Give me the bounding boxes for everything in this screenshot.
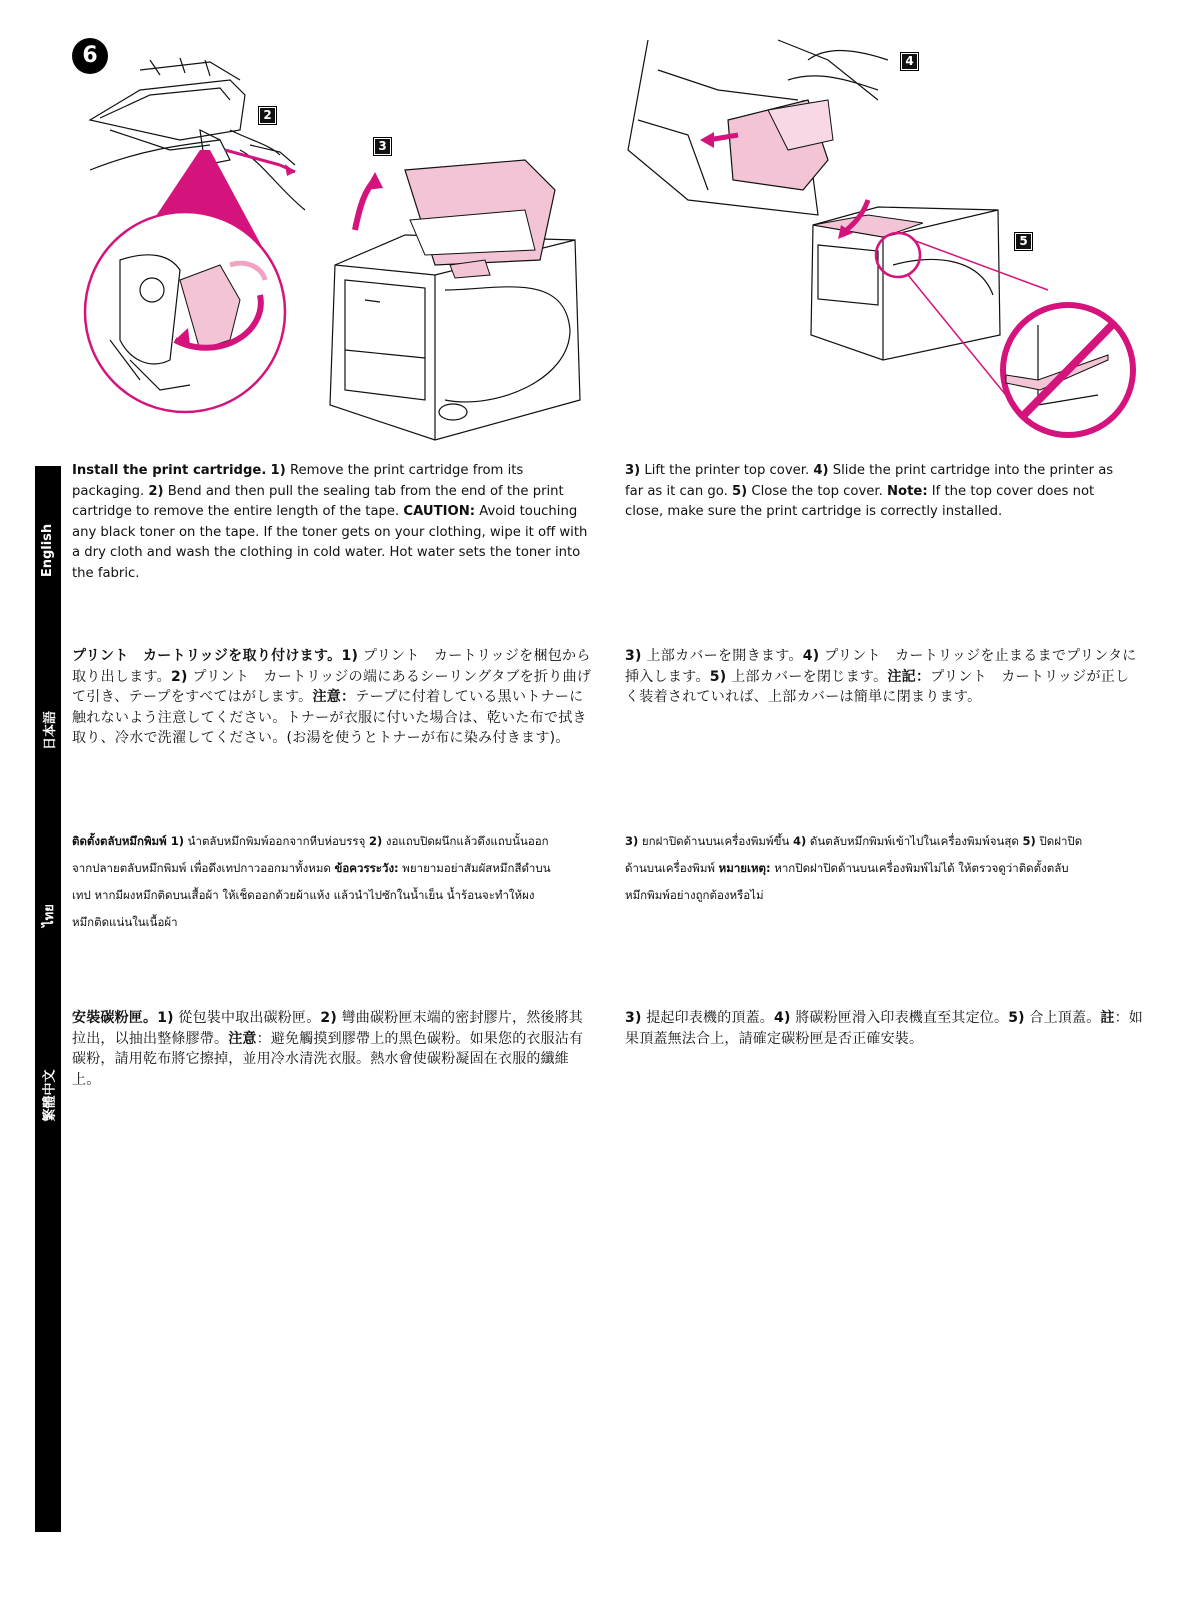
english-right-instructions: 3) Lift the printer top cover. 4) Slide the print cartridge into the printer as far as it can go. 5) Close the top cover. Note: If the top cover does not close, make sure the print cartridge is correctly installed. (625, 463, 1114, 519)
chinese-right-instructions: 3) 提起印表機的頂蓋。4) 將碳粉匣滑入印表機直至其定位。5) 合上頂蓋。註：如果頂蓋無法合上，請確定碳粉匣是否正確安裝。 (625, 1010, 1144, 1047)
callout-2: 2 (258, 106, 277, 125)
callout-3: 3 (373, 137, 392, 156)
japanese-left-instructions: プリント カートリッジを取り付けます。1) プリント カートリッジを梱包から取り出します。2) プリント カートリッジの端にあるシーリングタブを折り曲げて引き、テープをすべてはがします。注意：テープに付着している黒いトナーに触れないよう注意してください。トナーが衣服に付いた場合は、乾いた布で拭き取り、冷水で洗濯してください。(お湯を使うとトナーが布に染み付きます)。 (72, 648, 592, 746)
figure-close-cover (808, 195, 1138, 445)
chinese-left-instructions: 安裝碳粉匣。1) 從包裝中取出碳粉匣。2) 彎曲碳粉匣末端的密封膠片，然後將其拉出，以抽出整條膠帶。注意：避免觸摸到膠帶上的黑色碳粉。如果您的衣服沾有碳粉，請用乾布將它擦掉，並用冷水清洗衣服。熱水會使碳粉凝固在衣服的纖維上。 (72, 1010, 584, 1088)
callout-4: 4 (900, 52, 919, 71)
japanese-right-instructions: 3) 上部カバーを開きます。4) プリント カートリッジを止まるまでプリンタに挿入します。5) 上部カバーを閉じます。注記：プリント カートリッジが正しく装着されていれば、上部カバーは簡単に閉まります。 (625, 648, 1137, 705)
language-sidebar (35, 466, 61, 1532)
step-number-badge: 6 (72, 38, 108, 74)
thai-left-instructions: ติดตั้งตลับหมึกพิมพ์ 1) นำตลับหมึกพิมพ์ออกจากหีบห่อบรรจุ 2) งอแถบปิดผนึกแล้วดึงแถบนั้นออกจากปลายตลับหมึกพิมพ์ เพื่อดึงเทปกาวออกมาทั้งหมด ข้อควรระวัง: พยายามอย่าสัมผัสหมึกสีดำบนเทป หากมีผงหมึกติดบนเสื้อผ้า ให้เช็ดออกด้วยผ้าแห้ง แล้วนำไปซักในน้ำเย็น น้ำร้อนจะทำให้ผงหมึกติดแน่นในเนื้อผ้า (72, 834, 551, 929)
callout-5: 5 (1014, 232, 1033, 251)
lang-label-japanese: 日本語 (42, 710, 58, 750)
english-left-instructions: Install the print cartridge. 1) Remove the print cartridge from its packaging. 2) Bend and then pull the sealing tab from the end of the print cartridge to remove the entire length of the tape. CAUTION: Avoid touching any black toner on the tape. If the toner gets on your clothing, wipe it off with a dry cloth and wash the clothing in cold water. Hot water sets the toner into the fabric. (72, 463, 588, 581)
lang-label-chinese: 繁體中文 (42, 1068, 58, 1122)
figure-lift-cover (325, 150, 590, 445)
figure-remove-tape (80, 40, 310, 420)
thai-right-instructions: 3) ยกฝาปิดด้านบนเครื่องพิมพ์ขึ้น 4) ดันตลับหมึกพิมพ์เข้าไปในเครื่องพิมพ์จนสุด 5) ปิดฝาปิดด้านบนเครื่องพิมพ์ หมายเหตุ: หากปิดฝาปิดด้านบนเครื่องพิมพ์ไม่ได้ ให้ตรวจดูว่าติดตั้งตลับหมึกพิมพ์อย่างถูกต้องหรือไม่ (625, 834, 1083, 902)
lang-label-thai: ไทย (41, 903, 57, 927)
lang-label-english: English (40, 523, 56, 577)
